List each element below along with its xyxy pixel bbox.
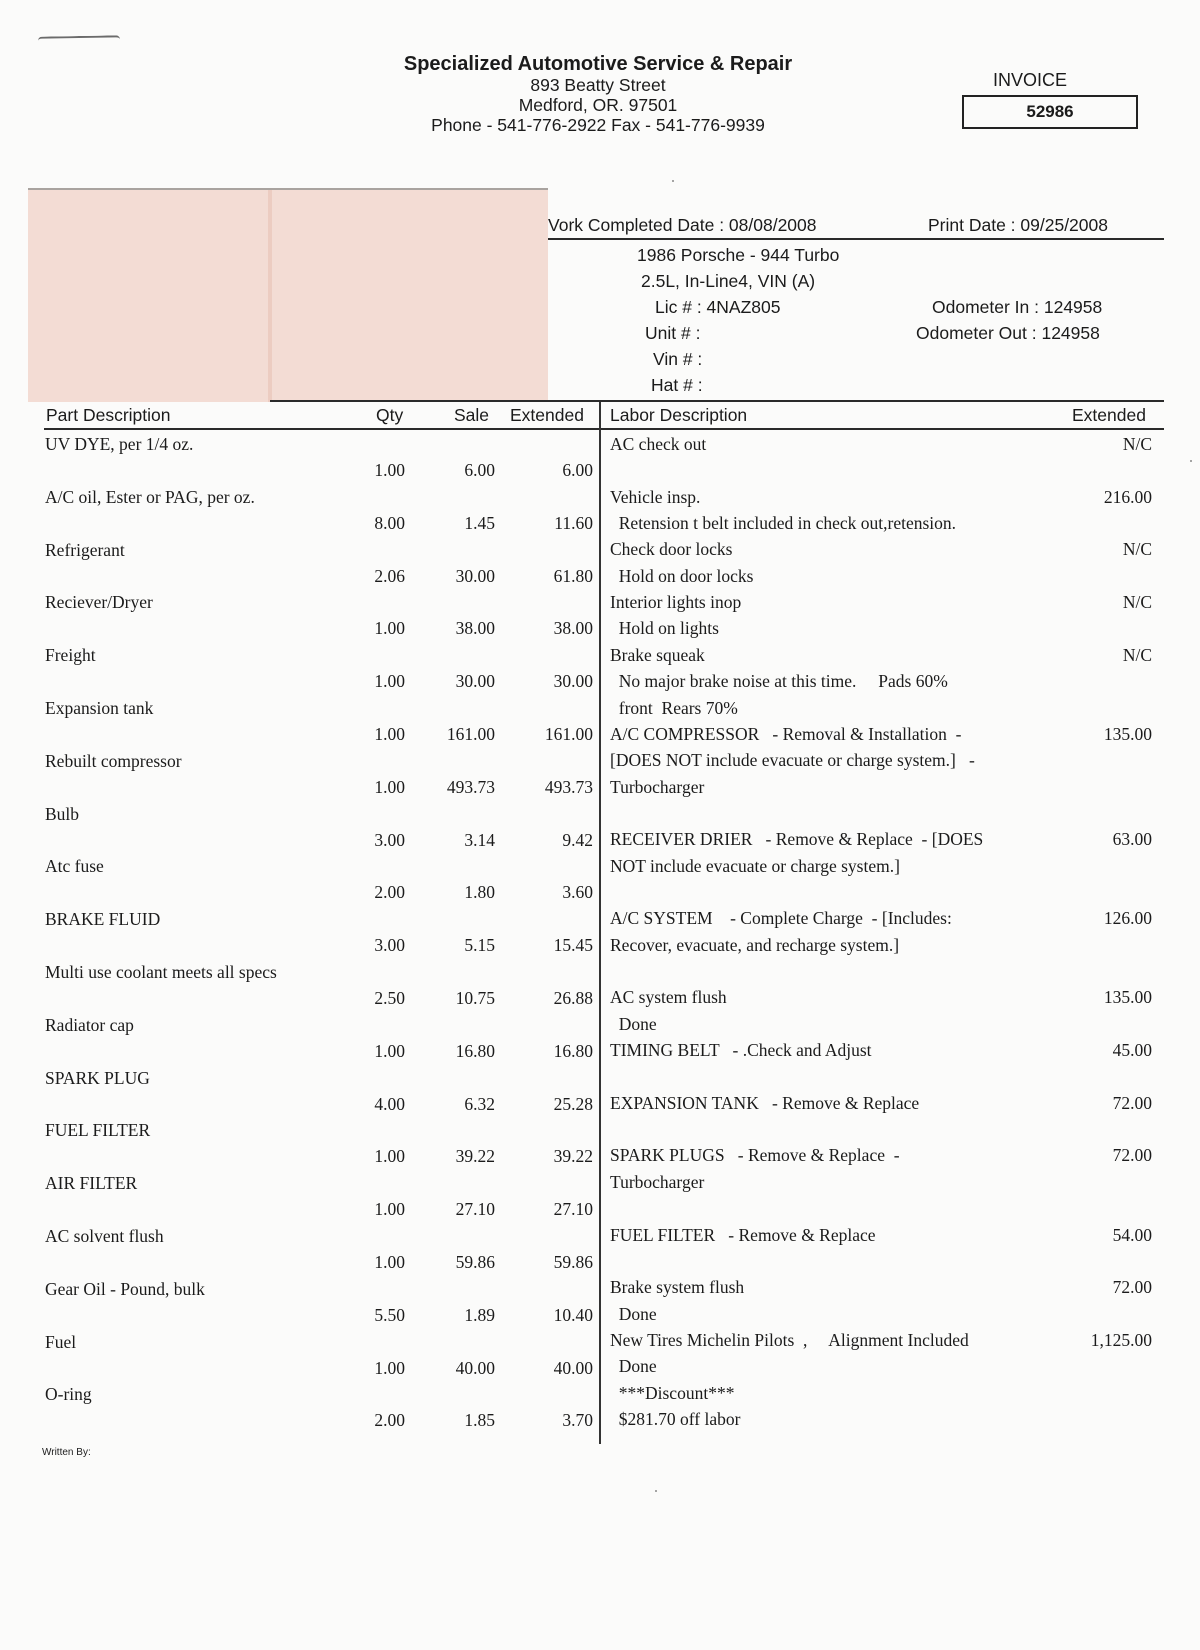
labor-line: Done [610,1013,657,1034]
part-qty: 2.50 [374,988,405,1008]
labor-amount: 72.00 [1112,1145,1152,1166]
part-qty: 1.00 [374,1146,405,1167]
labor-line: No major brake noise at this time. Pads 60% [610,671,948,692]
part-extended: 16.80 [553,1040,593,1061]
invoice-label: INVOICE [992,70,1067,90]
work-completed-date: Vork Completed Date : 08/08/2008 [548,215,817,235]
part-qty: 1.00 [374,460,405,480]
part-sale: 16.80 [455,1040,495,1061]
part-extended: 9.42 [562,829,593,850]
labor-line: RECEIVER DRIER - Remove & Replace - [DOES [610,829,984,850]
staple-mark [38,35,120,44]
labor-line: AC check out [610,434,707,454]
part-description: Refrigerant [45,539,125,560]
part-description: UV DYE, per 1/4 oz. [45,434,194,454]
table-header-rule [44,428,1164,430]
scan-speck [672,180,674,182]
invoice-number: 52986 [962,95,1138,129]
redaction-sticker [28,190,548,402]
part-description: Rebuilt compressor [45,750,182,771]
labor-line: Vehicle insp. [610,486,701,507]
part-qty: 2.00 [374,882,405,903]
part-extended: 493.73 [544,776,593,797]
part-description: AC solvent flush [45,1226,164,1246]
part-description: FUEL FILTER [45,1120,151,1141]
labor-line: NOT include evacuate or charge system.] [610,855,900,876]
col-extended: Extended [510,405,584,425]
part-description: Expansion tank [45,698,154,718]
odometer-out: Odometer Out : 124958 [916,323,1100,343]
labor-line: front Rears 70% [610,697,738,718]
labor-amount: 135.00 [1103,987,1152,1008]
part-qty: 1.00 [374,671,405,692]
labor-line: FUEL FILTER - Remove & Replace [610,1224,876,1245]
part-qty: 1.00 [374,776,405,797]
part-qty: 1.00 [374,1040,405,1061]
labor-amount: 216.00 [1103,486,1152,507]
part-extended: 30.00 [553,671,593,692]
part-extended: 39.22 [553,1146,593,1167]
part-sale: 5.15 [464,935,495,956]
col-labor-extended: Extended [1072,405,1146,425]
labor-amount: 45.00 [1112,1040,1152,1061]
part-sale: 3.14 [464,829,495,850]
part-qty: 1.00 [374,618,405,639]
part-description: BRAKE FLUID [45,909,161,930]
part-sale: 59.86 [455,1252,495,1272]
labor-amount: 72.00 [1112,1092,1152,1113]
part-description: Gear Oil - Pound, bulk [45,1278,205,1299]
part-sale: 493.73 [446,776,495,797]
part-qty: 5.50 [374,1304,405,1325]
written-by-label: Written By: [42,1447,91,1458]
part-extended: 11.60 [554,512,593,533]
vehicle-engine: 2.5L, In-Line4, VIN (A) [641,271,816,291]
company-street: 893 Beatty Street [530,75,666,95]
labor-line: Check door locks [610,539,733,560]
part-description: A/C oil, Ester or PAG, per oz. [45,486,255,507]
part-qty: 1.00 [374,1252,405,1272]
vehicle-model: 1986 Porsche - 944 Turbo [637,245,840,265]
col-qty: Qty [376,405,404,425]
part-description: AIR FILTER [45,1173,138,1194]
part-extended: 61.80 [553,565,593,586]
part-sale: 27.10 [455,1199,495,1220]
company-city: Medford, OR. 97501 [518,95,678,115]
odometer-in: Odometer In : 124958 [932,297,1103,317]
redaction-edge [28,188,548,190]
labor-amount: 1,125.00 [1090,1329,1152,1350]
part-qty: 3.00 [374,935,405,956]
redaction-seam [268,190,272,402]
labor-amount: 72.00 [1112,1277,1152,1298]
part-extended: 10.40 [553,1304,593,1325]
part-sale: 1.80 [464,882,495,903]
part-description: Bulb [45,803,80,824]
print-date: Print Date : 09/25/2008 [928,215,1108,235]
labor-line: A/C COMPRESSOR - Removal & Installation - [610,723,962,744]
part-extended: 6.00 [562,460,593,480]
part-qty: 4.00 [374,1093,405,1114]
part-sale: 38.00 [455,618,495,639]
labor-line: EXPANSION TANK - Remove & Replace [610,1092,920,1113]
part-description: Fuel [45,1331,77,1352]
part-qty: 1.00 [374,724,405,744]
part-description: SPARK PLUG [45,1067,150,1088]
col-labor-description: Labor Description [610,405,748,425]
part-description: Multi use coolant meets all specs [45,962,277,982]
part-extended: 25.28 [553,1093,593,1114]
part-description: O-ring [45,1384,92,1405]
part-sale: 1.89 [464,1304,495,1325]
part-extended: 3.60 [562,882,593,903]
labor-line: Turbocharger [610,1171,705,1192]
vehicle-hat: Hat # : [651,375,703,395]
part-sale: 10.75 [455,988,495,1008]
labor-amount: 126.00 [1103,908,1152,929]
part-extended: 26.88 [553,988,593,1008]
part-sale: 30.00 [455,565,495,586]
col-part-description: Part Description [46,405,171,425]
part-sale: 6.00 [464,460,495,480]
part-qty: 1.00 [374,1357,405,1378]
labor-line: Turbocharger [610,776,705,797]
column-divider [599,402,601,1444]
scan-speck [1190,460,1192,462]
vehicle-unit: Unit # : [645,323,701,343]
part-extended: 3.70 [562,1410,593,1431]
part-description: Atc fuse [45,856,104,877]
part-sale: 1.45 [464,512,495,533]
company-phone-fax: Phone - 541-776-2922 Fax - 541-776-9939 [431,115,765,135]
part-qty: 1.00 [374,1199,405,1220]
vehicle-lic: Lic # : 4NAZ805 [655,297,781,317]
labor-line: Brake system flush [610,1277,745,1298]
labor-line: TIMING BELT - .Check and Adjust [610,1040,872,1061]
part-extended: 40.00 [553,1357,593,1378]
part-extended: 59.86 [553,1252,593,1272]
company-name: Specialized Automotive Service & Repair [403,53,793,75]
labor-line: New Tires Michelin Pilots , Alignment Included [610,1329,969,1350]
part-sale: 40.00 [455,1357,495,1378]
part-qty: 2.00 [374,1410,405,1431]
labor-line: Recover, evacuate, and recharge system.] [610,934,900,955]
labor-amount: N/C [1122,434,1152,454]
part-description: Freight [45,645,96,666]
part-extended: 161.00 [544,724,593,744]
labor-amount: N/C [1122,539,1152,560]
labor-line: Done [610,1303,657,1324]
labor-line: Retension t belt included in check out,retension. [610,513,957,534]
vehicle-vin: Vin # : [653,349,703,369]
part-extended: 15.45 [553,935,593,956]
labor-amount: 63.00 [1112,829,1152,850]
labor-line: $281.70 off labor [610,1408,741,1429]
part-description: Radiator cap [45,1014,134,1035]
labor-line: [DOES NOT include evacuate or charge system.] - [610,750,975,771]
part-qty: 3.00 [374,829,405,850]
labor-amount: N/C [1122,592,1152,613]
labor-line: Interior lights inop [610,592,742,613]
part-sale: 39.22 [455,1146,495,1167]
labor-line: Done [610,1356,657,1377]
part-extended: 38.00 [553,618,593,639]
labor-line: Hold on lights [610,618,719,639]
labor-line: SPARK PLUGS - Remove & Replace - [610,1145,900,1166]
part-sale: 6.32 [464,1093,495,1114]
part-sale: 30.00 [455,671,495,692]
labor-line: A/C SYSTEM - Complete Charge - [Includes: [610,908,952,929]
labor-line: ***Discount*** [610,1382,735,1403]
header-rule [548,238,1164,240]
labor-line: AC system flush [610,987,727,1008]
part-qty: 2.06 [374,565,405,586]
table-top-rule [270,400,1164,402]
labor-line: Brake squeak [610,644,705,665]
labor-amount: 54.00 [1112,1224,1152,1245]
part-sale: 161.00 [446,724,495,744]
part-extended: 27.10 [553,1199,593,1220]
labor-amount: 135.00 [1103,723,1152,744]
scan-speck [655,1490,657,1492]
labor-line: Hold on door locks [610,565,754,586]
labor-amount: N/C [1122,644,1152,665]
part-description: Reciever/Dryer [45,592,153,613]
part-qty: 8.00 [374,512,405,533]
col-sale: Sale [454,405,490,425]
part-sale: 1.85 [464,1410,495,1431]
